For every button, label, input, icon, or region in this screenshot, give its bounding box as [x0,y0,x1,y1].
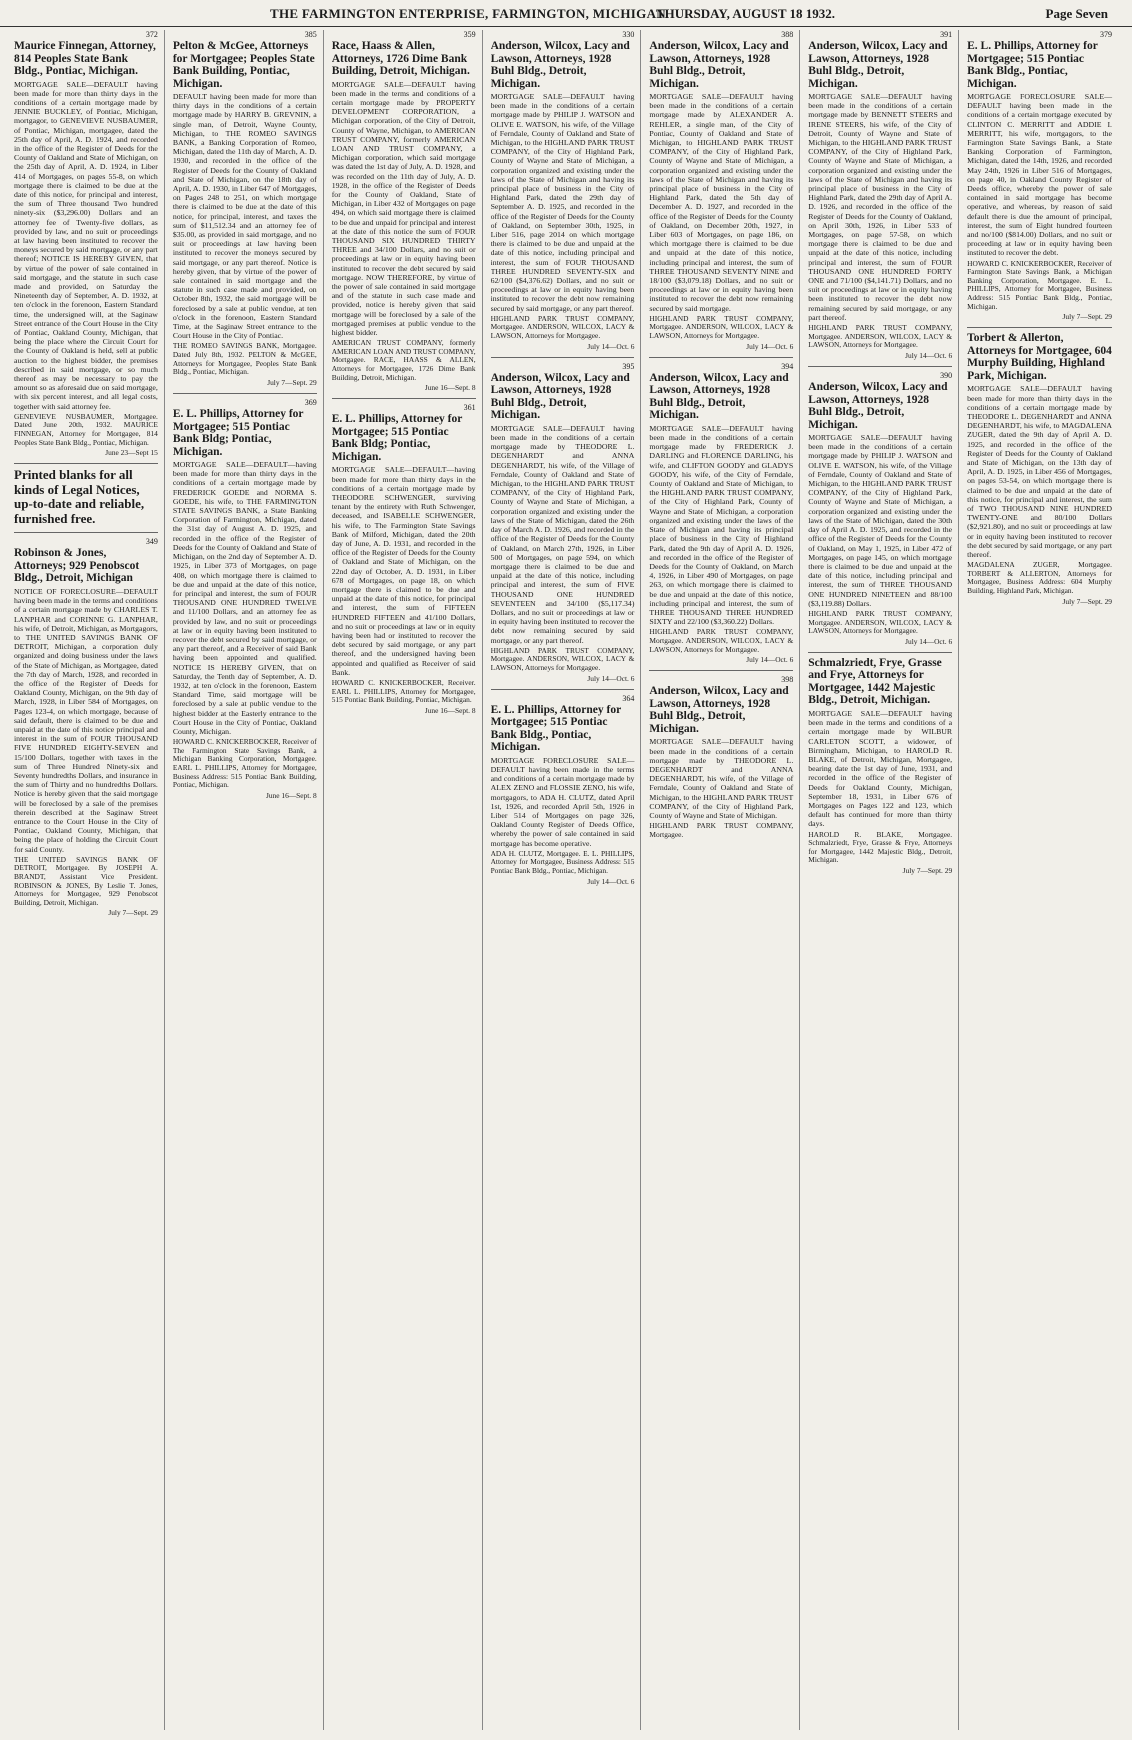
printed-blanks-ad: Printed blanks for all kinds of Legal Notices, up-to-date and reliable, furnished free. [14,467,145,526]
notice-signature: ADA H. CLUTZ, Mortgagee. E. L. PHILLIPS, Attorney for Mortgagee, Business Address: 515 Pontiac Bank Bldg., Pontiac, Michigan. [490,848,635,875]
notice-heading: Schmalzriedt, Frye, Grasse and Frye, Attorneys for Mortgagee, 1442 Majestic Bldg., Detroit, Michigan. [808,656,942,707]
notice-number: 369 [304,398,317,408]
notice-body: MORTGAGE FORECLOSURE SALE—DEFAULT having been made in the terms and conditions of a certain mortgage made by ALEX ZENO and FLOSSIE ZENO, his wife, mortgagors, to ADA H. CLUTZ, dated April 1st, 1926, and recorded April 5th, 1926 in Liber 514 of Mortgages on page 326, Oakland County Register of Deeds Office, whereby the power of sale contained in said mortgage has become operative. [490,755,635,848]
notice-body: MORTGAGE SALE—DEFAULT having been made in the conditions of a certain mortgage made by ALEXANDER A. REHLER, a single man, of the City of Pontiac, County of Oakland and State of Michigan, to HIGHLAND PARK TRUST COMPANY, of the City of Highland Park, County of Wayne and State of Michigan, a corporation organized and existing under the laws of the State of Michigan and having its principal place of business in the City of Highland Park, dated the 5th day of December A. D. 1927, and recorded in the office of the Register of Deeds for the County of Oakland, on December 20th, 1927, in Liber 603 of Mortgages, on page 186, on which mortgage there is claimed to be due and unpaid at the date of this notice, including principal and interest, the sum of THREE THOUSAND SEVENTY NINE and 18/100 ($3,079.18) Dollars, and no suit or proceedings at law or in equity having been instituted to recover the debt now remaining secured by said mortgage. [649,92,794,313]
notice-number: 372 [145,30,158,39]
notice-number: 349 [145,537,158,547]
legal-notice [14,537,158,917]
notice-signature: HIGHLAND PARK TRUST COMPANY, Mortgagee. ANDERSON, WILCOX, LACY & LAWSON, Attorneys for Mortgagee. [490,313,635,341]
notice-number: 391 [940,30,953,39]
legal-notice [808,657,952,875]
divider [808,366,952,367]
legal-notices-columns [14,30,1118,1730]
notice-body: DEFAULT having been made for more than thirty days in the conditions of a certain mortgage made by HARRY B. GREVNIN, a single man, of Detroit, Wayne County, Michigan, to THE ROMEO SAVINGS BANK, a Banking Corporation of Romeo, Michigan, dated the 11th day of March, A. D. 1930, and recorded in the office of the Register of Deeds for the County of Oakland and State of Michigan, on the 18th day of April, A. D. 1930, in Liber 647 of Mortgages, on Pages 248 to 251, on which mortgage there is claimed to be due at the date of this notice, for principal, interest, and taxes the sum of $11,512.34 and an attorney fee of $35.00, as provided in said mortgage, and no suit or proceedings at law having been instituted to recover the moneys secured by said mortgage, or any part thereof. Notice is hereby given, that by virtue of the power of sale contained in said mortgage and the statute in such case made and provided, on October 8th, 1932, the said mortgage will be foreclosed by a sale at public vendue, at ten o'clock in the forenoon, Eastern Standard Time, at the Saginaw Street entrance to the Court House in the City of Pontiac. [172,92,317,341]
notice-run-dates: July 14—Oct. 6 [587,876,635,886]
column-3 [332,30,483,1730]
notice-run-dates: July 7—Sept. 29 [267,377,317,387]
notice-heading: Anderson, Wilcox, Lacy and Lawson, Attorneys, 1928 Buhl Bldg., Detroit, Michigan. [649,685,789,735]
notice-number: 398 [781,675,794,685]
divider [14,532,158,533]
notice-heading: Pelton & McGee, Attorneys for Mortgagee; Peoples State Bank Building, Pontiac, Michigan. [172,40,315,90]
notice-run-dates: July 14—Oct. 6 [905,350,953,360]
notice-heading: Anderson, Wilcox, Lacy and Lawson, Attorneys, 1928 Buhl Bldg., Detroit, Michigan. [490,371,630,422]
notice-signature: HIGHLAND PARK TRUST COMPANY, Mortgagee. ANDERSON, WILCOX, LACY & LAWSON, Attorneys for Mortgagee. [808,608,953,636]
notice-signature: HIGHLAND PARK TRUST COMPANY, Mortgagee. ANDERSON, WILCOX, LACY & LAWSON, Attorneys for Mortgagee. [649,627,794,654]
notice-signature: HIGHLAND PARK TRUST COMPANY, Mortgagee. [649,821,794,839]
divider [649,357,793,358]
notice-heading: Anderson, Wilcox, Lacy and Lawson, Attorneys, 1928 Buhl Bldg., Detroit, Michigan. [808,40,948,90]
notice-body: MORTGAGE FORECLOSURE SALE—DEFAULT having been made in the conditions of a certain mortgage executed by CLINTON C. MERRITT and ADDIE I. MERRITT, his wife, mortgagors, to the Farmington State Savings Bank, a State Banking Corporation of Farmington, Michigan, dated the 14th, 1926, and recorded May 24th, 1926 in Liber 516 of Mortgages, on page 40, in Oakland County Register of Deeds office, whereby the power of sale contained in said mortgage has become operative, and whereas, by reason of said default there is due the amount of principal, interest, the sum of Eight hundred fourteen and no/100 ($814.00) Dollars, and no suit or proceeding at law or in equity having been instituted to recover the debt. [967,92,1112,258]
notice-run-dates: July 14—Oct. 6 [905,636,953,646]
column-1 [14,30,165,1730]
legal-notice [173,398,317,800]
notice-heading: Race, Haass & Allen, Attorneys, 1726 Dime Bank Building, Detroit, Michigan. [331,40,470,77]
notice-signature: THE UNITED SAVINGS BANK OF DETROIT, Mortgagee. By JOSEPH A. BRANDT, Assistant Vice President. ROBINSON & JONES, By Leslie T. Jones, Attorneys for Mortgagee, 929 Penobscot Building, Detroit, Michigan. [14,854,158,907]
notice-run-dates: July 14—Oct. 6 [746,655,794,665]
notice-run-dates: July 7—Sept. 29 [108,908,158,918]
divider [808,652,952,653]
notice-number: 395 [622,361,635,371]
divider [967,327,1112,328]
notice-run-dates: July 14—Oct. 6 [587,673,635,683]
legal-notice [491,362,635,683]
notice-number: 364 [622,693,635,703]
notice-signature: GENEVIEVE NUSBAUMER, Mortgagee. Dated June 20th, 1932. MAURICE FINNEGAN, Attorney for Mortgagee, 814 Peoples State Bank Bldg., Pontiac, Michigan. [14,411,158,447]
legal-notice [967,332,1112,605]
legal-notice [649,362,793,664]
legal-notice [808,371,952,646]
notice-signature: HIGHLAND PARK TRUST COMPANY, Mortgagee. ANDERSON, WILCOX, LACY & LAWSON, Attorneys for Mortgagee. [808,323,953,350]
notice-run-dates: July 7—Sept. 29 [902,865,953,875]
notice-heading: E. L. Phillips, Attorney for Mortgagee; 515 Pontiac Bank Bldg., Pontiac, Michigan. [967,40,1098,90]
notice-run-dates: July 7—Sept. 29 [1062,596,1112,606]
legal-notice [649,30,793,351]
notice-body: MORTGAGE SALE—DEFAULT having been made for more than thirty days in the conditions of a certain mortgage made by THEODORE L. DEGENHARDT and ANNA DEGENHARDT, his wife, to MAGDALENA ZUGER, dated the 9th day of April A. D. 1925, and recorded in the office of the Register of Deeds for the County of Oakland and State of Michigan, on the 13th day of April, A. D. 1925, in Liber 456 of Mortgages, on pages 53-54, on which mortgage there is claimed to be due and unpaid at the date of this notice, for principal and interest, the sum of TWO THOUSAND NINE HUNDRED TWENTY-ONE and 80/100 Dollars ($2,921.80), and no suit or proceedings at law or in equity having been instituted to recover the debt secured by said mortgage, or any part thereof. [967,384,1112,560]
notice-body: MORTGAGE SALE—DEFAULT having been made in the conditions of a certain mortgage made by FREDERICK J. DARLING and FLORENCE DARLING, his wife, and CLIFTON GOODY and GLADYS GOODY, his wife, of the City of Ferndale, County of Oakland and State of Michigan, to the HIGHLAND PARK TRUST COMPANY, of the City of Highland Park, County of Wayne and State of Michigan, a corporation organized and existing under the laws of the State of Michigan and having its principal place of business in the City of Highland Park, dated the 9th day of April A. D. 1926, and recorded in the office of the Register of Deeds for the County of Oakland, on March 4, 1926, in Liber 490 of Mortgages, on page 263, on which mortgage there is claimed to be due and unpaid at the date of this notice, including principal and interest, the sum of THREE THOUSAND THREE HUNDRED SIXTY and 22/100 ($3,360.22) Dollars. [649,423,794,627]
divider [173,393,317,394]
notice-run-dates: July 14—Oct. 6 [746,341,794,351]
notice-body: NOTICE OF FORECLOSURE—DEFAULT having been made in the terms and conditions of a certain mortgage made by CHARLES T. LANPHAR and CORINNE G. LANPHAR, his wife, of Detroit, Michigan, as Mortgagors, to THE UNITED SAVINGS BANK OF DETROIT, Michigan, a corporation duly organized and doing business under the laws of the State of Michigan, as Mortgagee, dated the 7th day of March, 1928, and recorded in the office of the Register of Deeds for Oakland County, Michigan, on the 9th day of March, 1928, in Liber 584 of Mortgages, on Pages 123-4, on which mortgage, because of said default, there is claimed to be due and unpaid at the date of this notice principal and interest in the sum of FOUR THOUSAND FIVE HUNDRED EIGHTY-SEVEN and 15/100 Dollars, together with taxes in the sum of Three Hundred Ninety-six and Seventy hundredths Dollars, and insurance in the sum of Thirty and no hundredths Dollars. Notice is hereby given that the said mortgage will be foreclosed by a sale of the premises therein described at the Saginaw Street entrance to the Court House in the City of Pontiac, Oakland County, Michigan, that being the place of holding the Circuit Court for said County. [14,586,158,854]
column-5 [649,30,800,1730]
notice-heading: Torbert & Allerton, Attorneys for Mortgagee, 604 Murphy Building, Highland Park, Michigan. [967,332,1112,382]
notice-run-dates: July 7—Sept. 29 [1062,312,1112,322]
column-4 [491,30,642,1730]
notice-signature: AMERICAN TRUST COMPANY, formerly AMERICAN LOAN AND TRUST COMPANY, Mortgagee. RACE, HAASS & ALLEN, Attorneys for Mortgagee, 1726 Dime Bank Building, Detroit, Michigan. [331,338,476,382]
notice-run-dates: June 16—Sept. 8 [424,383,476,393]
notice-heading: Anderson, Wilcox, Lacy and Lawson, Attorneys, 1928 Buhl Bldg., Detroit, Michigan. [490,40,630,90]
legal-notice [649,675,793,839]
legal-notice [967,30,1112,321]
notice-run-dates: June 23—Sept 15 [105,448,158,458]
notice-heading: Anderson, Wilcox, Lacy and Lawson, Attorneys, 1928 Buhl Bldg., Detroit, Michigan. [649,40,789,90]
notice-signature: MAGDALENA ZUGER, Mortgagee. TORBERT & ALLERTON, Attorneys for Mortgagee, Business Address: 604 Murphy Building, Highland Park, Michigan. [967,560,1112,596]
divider [14,463,158,464]
notice-heading: E. L. Phillips, Attorney for Mortgagee; 515 Pontiac Bank Bldg., Pontiac, Michigan. [490,703,622,754]
legal-notice [808,30,952,360]
legal-notice [491,30,635,351]
notice-body: MORTGAGE SALE—DEFAULT having been made for more than thirty days in the conditions of a certain mortgage made by JENNIE BUCKLEY, of Pontiac, Michigan, mortgagor, to GENEVIEVE NUSBAUMER, of Pontiac, Michigan, mortgagee, dated the 25th day of April, A. D. 1924, and recorded in the office of the Register of Deeds for the County of Oakland and State of Michigan, on the 25th day of April, A. D. 1924, in Liber 414 of Mortgages, on pages 55-8, on which mortgage there is claimed to be due at the date of this notice, for principal and interest, the sum of Three thousand Two hundred ninety-six ($3,296.00) Dollars and an attorney fee of Twenty-five dollars, as provided by law, and no suit or proceedings at law having been instituted to recover the moneys secured by said mortgage, or any part thereof; NOTICE IS HEREBY GIVEN, that by virtue of the power of sale contained in said mortgage, and the statute in such case made and provided, on Saturday the Nineteenth day of September, A. D. 1932, at ten o'clock in the forenoon, Eastern Standard time, the undersigned will, at the Saginaw Street entrance of the Court House in the City of Pontiac, Oakland County, Michigan, that being the place where the Circuit Court for the County of Oakland is held, sell at public auction to the highest bidder, the premises described in said mortgage, or so much thereof as may be necessary to pay the amount so as aforesaid due on said mortgage, with six percent interest, and all legal costs, together with said attorney fee. [14,79,158,411]
masthead-title: THE FARMINGTON ENTERPRISE, FARMINGTON, MICHIGAN [270,6,666,21]
notice-number: 359 [463,30,476,39]
notice-heading: Maurice Finnegan, Attorney, 814 Peoples State Bank Bldg., Pontiac, Michigan. [14,40,156,77]
notice-number: 361 [463,403,476,413]
divider [332,398,476,399]
column-7 [967,30,1118,1730]
notice-heading: Robinson & Jones, Attorneys; 929 Penobscot Bldg., Detroit, Michigan [14,547,140,585]
notice-body: MORTGAGE SALE—DEFAULT—having been made for more than thirty days in the conditions of a certain mortgage made by FREDERICK GOEDE and NORMA S. GOEDE, his wife, to THE FARMINGTON STATE SAVINGS BANK, a State Banking Corporation of Farmington, Michigan, dated the 31st day of August A. D. 1925, and recorded in the office of the Register of Deeds for the County of Oakland and State of Michigan, on the 2nd day of September A. D. 1925, in Liber 373 of Mortgages, on page 408, on which mortgage there is claimed to be due and unpaid at the date of this notice, for principal and interest, the sum of FOUR THOUSAND ONE HUNDRED TWELVE and 11/100 Dollars, and an attorney fee as provided by law, and no suit or proceedings at law or in equity having been instituted to recover the debt secured by said mortgage, or any part thereof, and a Receiver of said Bank having been appointed and qualified. NOTICE IS HEREBY GIVEN, that on Saturday, the Tenth day of September, A. D. 1932, at ten o'clock in the forenoon, Eastern Standard Time, said mortgage will be foreclosed by a sale at public vendue to the highest bidder at the Easterly entrance to the Court House in the City of Pontiac, Oakland County, Michigan. [172,460,317,736]
notice-signature: THE ROMEO SAVINGS BANK, Mortgagee. Dated July 8th, 1932. PELTON & McGEE, Attorneys for Mortgagee, Peoples State Bank Bldg., Pontiac, Michigan. [172,341,317,377]
notice-signature: HOWARD C. KNICKERBOCKER, Receiver. EARL L. PHILLIPS, Attorney for Mortgagee, 515 Pontiac Bank Building, Pontiac, Michigan. [331,678,476,705]
notice-heading: E. L. Phillips, Attorney for Mortgagee; 515 Pontiac Bank Bldg; Pontiac, Michigan. [331,413,463,463]
notice-number: 394 [781,361,794,371]
notice-body: MORTGAGE SALE—DEFAULT having been made in the terms and conditions of a certain mortgage made by WILBUR CARLETON SCOTT, a widower, of Birmingham, Michigan, to HAROLD R. BLAKE, of Detroit, Michigan, Mortgagee, bearing date the 1st day of June, 1931, and recorded in the office of the Register of Deeds for Oakland County, Michigan, September 18, 1931, in Liber 676 of Mortgages on Pages 122 and 123, which default has continued for more than thirty days. [808,708,953,829]
page-number: Page Seven [1045,6,1108,21]
divider [491,357,635,358]
notice-number: 388 [781,30,794,39]
notice-heading: Anderson, Wilcox, Lacy and Lawson, Attorneys, 1928 Buhl Bldg., Detroit, Michigan. [808,381,948,431]
notice-heading: Anderson, Wilcox, Lacy and Lawson, Attorneys, 1928 Buhl Bldg., Detroit, Michigan. [649,371,789,422]
legal-notice [173,30,317,387]
notice-run-dates: June 16—Sept. 8 [424,705,476,715]
notice-body: MORTGAGE SALE—DEFAULT having been made in the conditions of a certain mortgage made by PHILIP J. WATSON and OLIVE E. WATSON, his wife, of the Village of Ferndale, County of Oakland and State of Michigan, to the HIGHLAND PARK TRUST COMPANY, of the City of Highland Park, County of Wayne and State of Michigan, a corporation organized and existing under the laws of the State of Michigan, dated the 30th day of April A. D. 1925, and recorded in the office of the Register of Deeds for the County of Oakland, on May 1, 1925, in Liber 472 of Mortgages, on page 145, on which mortgage there is claimed to be due and unpaid at the date of this notice, including principal and interest, the sum of THREE THOUSAND ONE HUNDRED NINETEEN and 88/100 ($3,119.88) Dollars. [808,433,953,608]
column-2 [173,30,324,1730]
divider [491,689,635,690]
notice-run-dates: June 16—Sept. 8 [265,790,317,800]
notice-heading: E. L. Phillips, Attorney for Mortgagee; 515 Pontiac Bank Bldg; Pontiac, Michigan. [172,408,304,458]
notice-signature: HIGHLAND PARK TRUST COMPANY, Mortgagee. ANDERSON, WILCOX, LACY & LAWSON, Attorneys for Mortgagee. [490,645,635,672]
notice-number: 379 [1100,30,1112,39]
notice-signature: HOWARD C. KNICKERBOCKER, Receiver of Farmington State Savings Bank, a Michigan Banking Corporation, Mortgagee. E. L. PHILLIPS, Attorney for Mortgagee, Business Address: 515 Pontiac Bank Bldg., Pontiac, Michigan. [967,258,1112,311]
notice-body: MORTGAGE SALE—DEFAULT—having been made for more than thirty days in the conditions of a certain mortgage made by THEODORE SCHWENGER, surviving tenant by the entirety with Ruth Schwenger, deceased, and ISABELLE SCHWENGER, his wife, to The Farmington State Savings Bank of Milford, Michigan, dated the 20th day of June, A. D. 1931, and recorded in the office of the Register of Deeds for the County of Oakland and State of Michigan, on the 22nd day of October, A. D. 1931, in Liber 678 of Mortgages, on page 18, on which mortgage there is claimed to be due and unpaid at the date of this notice, for principal and interest, the sum of FIFTEEN HUNDRED FIFTEEN and 41/100 Dollars, and no suit or proceedings at law or in equity having been had or instituted to recover the debt secured by said mortgage, or any part thereof, and the undersigned having been appointed and qualified as Receiver of said Bank. [331,465,476,677]
notice-body: MORTGAGE SALE—DEFAULT having been made in the conditions of a certain mortgage made by THEODORE L. DEGENHARDT and ANNA DEGENHARDT, his wife, of the Village of Ferndale, County of Oakland and State of Michigan, to the HIGHLAND PARK TRUST COMPANY, of the City of Highland Park, County of Wayne and State of Michigan. [649,737,794,820]
notice-signature: HAROLD R. BLAKE, Mortgagee. Schmalzriedt, Frye, Grasse & Frye, Attorneys for Mortgagee, 1442 Majestic Bldg., Detroit, Michigan. [808,829,953,865]
legal-notice [332,403,476,715]
notice-number: 385 [304,30,317,39]
notice-body: MORTGAGE SALE—DEFAULT having been made in the conditions of a certain mortgage made by BENNETT STEERS and IRENE STEERS, his wife, of the City of Detroit, County of Wayne and State of Michigan, to the HIGHLAND PARK TRUST COMPANY, of the City of Highland Park, County of Wayne and State of Michigan, a corporation organized and existing under the laws of the State of Michigan and having its principal place of business in the City of Highland Park, dated the 29th day of April A. D. 1926, and recorded in the office of the Register of Deeds for the County of Oakland, on April 30th, 1926, in Liber 533 of Mortgages, on page 57-58, on which mortgage there is claimed to be due and unpaid at the date of this notice, including principal and interest, the sum of FOUR THOUSAND ONE HUNDRED FORTY ONE and 71/100 ($4,141.71) Dollars, and no suit or proceedings at law or in equity having been instituted to recover the debt now remaining secured by said mortgage, or any part thereof. [808,92,953,322]
newspaper-header [0,0,1132,27]
notice-run-dates: July 14—Oct. 6 [587,341,635,351]
notice-signature: HOWARD C. KNICKERBOCKER, Receiver of The Farmington State Savings Bank, a Michigan Banking Corporation, Mortgagee. EARL L. PHILLIPS, Attorney for Mortgagee, Business Address: 515 Pontiac Bank Building, Pontiac, Michigan. [172,737,317,790]
issue-date: THURSDAY, AUGUST 18 1932. [656,6,836,21]
notice-signature: HIGHLAND PARK TRUST COMPANY, Mortgagee. ANDERSON, WILCOX, LACY & LAWSON, Attorneys for Mortgagee. [649,313,794,341]
column-6 [808,30,959,1730]
legal-notice [332,30,476,392]
legal-notice [14,30,158,457]
notice-body: MORTGAGE SALE—DEFAULT having been made in the conditions of a certain mortgage made by THEODORE L. DEGENHARDT and ANNA DEGENHARDT, his wife, of the Village of Ferndale, County of Oakland and State of Michigan, to the HIGHLAND PARK TRUST COMPANY, of the City of Highland Park, County of Wayne and State of Michigan, a corporation organized and existing under the laws of the State of Michigan, dated the 26th day of March A. D. 1926, and recorded in the office of the Register of Deeds for the County of Oakland, on March 27th, 1926, in Liber 500 of Mortgages, on page 594, on which mortgage there is claimed to be due and unpaid at the date of this notice, including principal and interest, the sum of FIVE THOUSAND ONE HUNDRED SEVENTEEN and 34/100 ($5,117.34) Dollars, and no suit or proceedings at law or in equity having been instituted to recover the debt now remaining secured by said mortgage, or any part thereof. [490,423,635,645]
divider [649,670,793,671]
legal-notice [491,694,635,886]
notice-body: MORTGAGE SALE—DEFAULT having been made in the terms and conditions of a certain mortgage made by PROPERTY DEVELOPMENT CORPORATION, a Michigan corporation, of the City of Detroit, County of Wayne, Michigan, to AMERICAN TRUST COMPANY, formerly AMERICAN LOAN AND TRUST COMPANY, a Michigan corporation, which said mortgage was dated the 1st day of July, A. D. 1928, and was recorded on the 11th day of July, A. D. 1928, in the office of the Register of Deeds for the County of Oakland, State of Michigan, in Liber 432 of Mortgages on page 494, on which said mortgage there is claimed to be due and unpaid for principal and interest at the date of this notice the sum of FOUR THOUSAND SIX HUNDRED THIRTY THREE and 34/100 Dollars, and no suit or proceedings at law or in equity having been instituted to recover the debt secured by said mortgage. NOW THEREFORE, by virtue of the power of sale contained in said mortgage and of the statute in such case made and provided, notice is hereby given that said mortgage will be foreclosed by a sale of the mortgaged premises at public vendue to the highest bidder. [331,79,476,337]
notice-body: MORTGAGE SALE—DEFAULT having been made in the conditions of a certain mortgage made by PHILIP J. WATSON and OLIVE E. WATSON, his wife, of the Village of Ferndale, County of Oakland and State of Michigan, to the HIGHLAND PARK TRUST COMPANY, of the City of Highland Park, County of Wayne and State of Michigan, a corporation organized and existing under the laws of the State of Michigan and having its principal place of business in the City of Highland Park, dated the 29th day of September A. D. 1925, and recorded in the office of the Register of Deeds for the County of Oakland, on September 30th, 1925, in Liber 516, page 2014 on which mortgage there is claimed to be due and unpaid at the date of this notice, including principal and interest, the sum of FOUR THOUSAND THREE HUNDRED SEVENTY-SIX and 62/100 ($4,376.62) Dollars, and no suit or proceedings at law or in equity having been instituted to recover the debt now remaining secured by said mortgage, or any part thereof. [490,92,635,313]
notice-number: 390 [940,371,953,381]
notice-number: 330 [622,30,635,39]
